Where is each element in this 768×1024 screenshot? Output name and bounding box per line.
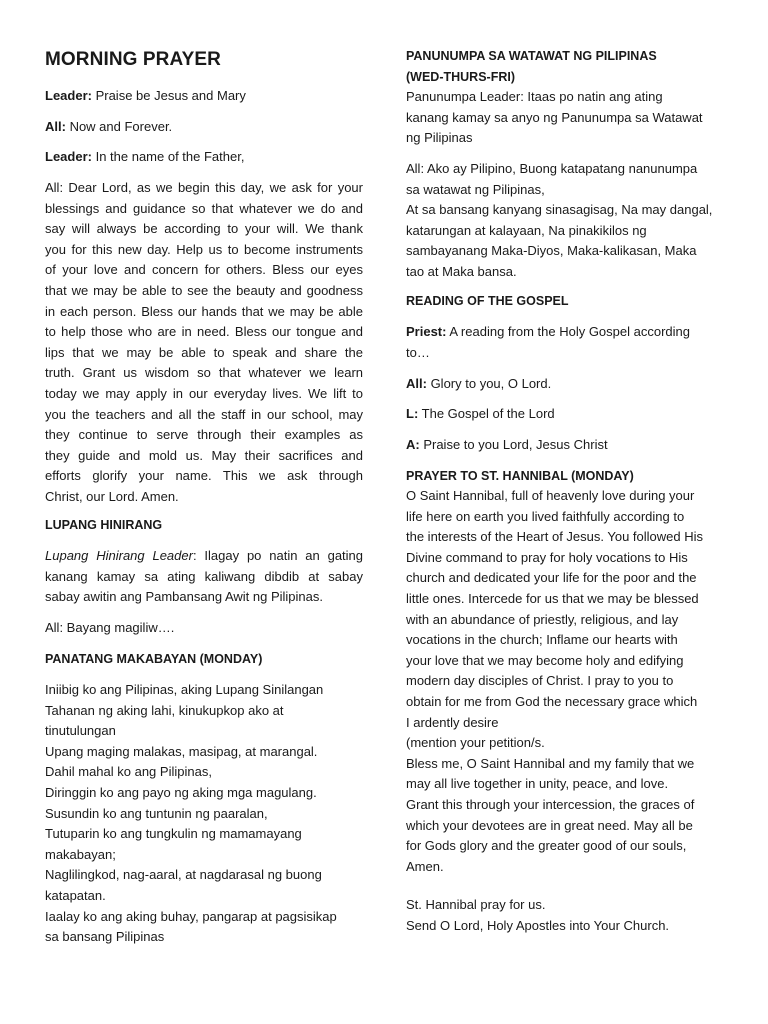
prayer-line: you the teachers and all the staff in our school, may — [45, 406, 363, 422]
lupang-line: Lupang Hinirang Leader: Ilagay po natin an gating — [45, 548, 364, 563]
praise-line — [406, 435, 724, 456]
priest-label: Priest: — [406, 324, 447, 339]
glory-text: Glory to you, O Lord. — [426, 376, 552, 391]
panata-line: Naglilingkod, nag-aaral, at nagdarasal ng buong — [45, 867, 322, 883]
gospel-heading: READING OF THE GOSPEL — [406, 294, 569, 308]
hannibal-line: little ones. Intercede for us that we may be blessed — [406, 590, 699, 606]
closing-line-2: Send O Lord, Holy Apostles into Your Church. — [406, 917, 670, 933]
gospel-of-lord-line — [406, 404, 724, 425]
hannibal-line: (mention your petition/s. — [406, 735, 545, 751]
panunumpa-leader-paragraph — [406, 87, 724, 149]
hannibal-line: vocations in the church; Inflame our hearts with — [406, 632, 678, 648]
prayer-line: you for this new day. Help us to become instruments — [45, 241, 363, 257]
hannibal-line: which your devotees are in great need. May all be — [406, 817, 693, 833]
hannibal-line: O Saint Hannibal, full of heavenly love during your — [406, 488, 695, 503]
l-label: L: — [406, 406, 419, 421]
prayer-line: they continue to serve through their examples as — [45, 427, 363, 443]
leader-text: Praise be Jesus and Mary — [91, 88, 246, 103]
hannibal-line: with an abundance of priestly, religious, and lay — [406, 611, 679, 627]
prayer-line: lips that we may be able to speak and share the — [45, 344, 363, 360]
prayer-line: truth. Grant us wisdom so that whatever we learn — [45, 365, 363, 381]
bayang-magiliw-line: All: Bayang magiliw…. — [45, 620, 175, 635]
all-prayer-paragraph — [45, 178, 363, 508]
prayer-line: in each person. Bless our hands that we may be able — [45, 303, 363, 319]
panunumpa-leader-line: kanang kamay sa anyo ng Panunumpa sa Watawat — [406, 109, 703, 125]
page-title: MORNING PRAYER — [45, 49, 221, 70]
panata-line: katapatan. — [45, 887, 106, 903]
prayer-line: efforts glorify your name. This we ask through — [45, 468, 363, 484]
hannibal-line: for Gods glory and the greater good of our souls, — [406, 838, 687, 854]
panata-line: tinutulungan — [45, 723, 116, 739]
all-label: All: — [45, 119, 66, 134]
panata-line: Tutuparin ko ang tungkulin ng mamamayang — [45, 826, 302, 842]
all-line-1 — [45, 117, 363, 138]
panunumpa-all-line: tao at Maka bansa. — [406, 263, 517, 279]
panunumpa-heading — [406, 46, 724, 87]
glory-line — [406, 374, 724, 395]
panunumpa-all-line: sa watawat ng Pilipinas, — [406, 181, 545, 197]
priest-text: A reading from the Holy Gospel according — [446, 324, 690, 339]
priest-paragraph — [406, 322, 724, 363]
priest-text-cont: to… — [406, 344, 430, 360]
hannibal-line: the interests of the Heart of Jesus. You followed His — [406, 529, 704, 545]
prayer-line: blessings and guidance so that whatever we do and — [45, 200, 363, 216]
panata-line: Dahil mahal ko ang Pilipinas, — [45, 764, 212, 780]
prayer-line: of your love and concern for others. Bless our eyes — [45, 262, 363, 278]
hannibal-line: Amen. — [406, 858, 444, 874]
closing-lines — [406, 895, 724, 936]
panunumpa-heading-line: PANUNUMPA SA WATAWAT NG PILIPINAS — [406, 49, 657, 63]
hannibal-line: I ardently desire — [406, 714, 499, 730]
hannibal-line: Divine command to pray for holy vocations to His — [406, 549, 688, 565]
hannibal-prayer — [406, 486, 724, 877]
panata-line: Upang maging malakas, masipag, at marangal. — [45, 743, 318, 759]
panunumpa-leader-line: Panunumpa Leader: Itaas po natin ang ating — [406, 89, 663, 104]
panatang-makabayan-heading: PANATANG MAKABAYAN (MONDAY) — [45, 652, 263, 666]
prayer-line: to help those who are in need. Bless our tongue and — [45, 324, 363, 340]
prayer-line: that we may be able to see the beauty and goodness — [45, 282, 363, 298]
leader-line-2 — [45, 147, 363, 168]
panunumpa-heading-days: (WED-THURS-FRI) — [406, 69, 516, 84]
hannibal-line: life here on earth you lived faithfully according to — [406, 508, 685, 524]
panunumpa-leader-line: ng Pilipinas — [406, 130, 473, 146]
panata-line: Iniibig ko ang Pilipinas, aking Lupang Sinilangan — [45, 682, 324, 697]
panata-line: Tahanan ng aking lahi, kinukupkop ako at — [45, 702, 284, 718]
prayer-line: today we may apply in our everyday lives. We lift to — [45, 385, 363, 401]
prayer-line: say will always be according to your will. We thank — [45, 221, 363, 237]
panata-line: Iaalay ko ang aking buhay, pangarap at pagsisikap — [45, 908, 337, 924]
prayer-line: they guide and mold us. May their sacrifices and — [45, 447, 363, 463]
panunumpa-all-line: katarungan at kalayaan, Na pinakikilos ng — [406, 222, 647, 238]
leader-label: Leader: — [45, 88, 92, 103]
hannibal-heading: PRAYER TO ST. HANNIBAL (MONDAY) — [406, 469, 634, 483]
panunumpa-all-line: sambayanang Maka-Diyos, Maka-kalikasan, Maka — [406, 243, 697, 259]
hannibal-line: Bless me, O Saint Hannibal and my family that we — [406, 755, 695, 771]
a-label: A: — [406, 437, 420, 452]
panata-line: makabayan; — [45, 846, 116, 862]
prayer-line: Christ, our Lord. Amen. — [45, 488, 179, 504]
hannibal-line: modern day disciples of Christ. I pray to you to — [406, 673, 674, 689]
hannibal-line: obtain for me from God the necessary grace which — [406, 693, 698, 709]
lupang-leader-label: Lupang Hinirang Leader — [45, 548, 193, 563]
hannibal-line: Grant this through your intercession, the graces of — [406, 796, 695, 812]
panata-line: sa bansang Pilipinas — [45, 929, 165, 945]
leader-label: Leader: — [45, 149, 92, 164]
gospel-of-lord-text: The Gospel of the Lord — [418, 406, 555, 421]
prayer-line: All: Dear Lord, as we begin this day, we ask for your — [45, 180, 363, 195]
praise-text: Praise to you Lord, Jesus Christ — [419, 437, 608, 452]
all-text: Now and Forever. — [65, 119, 173, 134]
panunumpa-all-paragraph — [406, 159, 724, 283]
panunumpa-all-line: At sa bansang kanyang sinasagisag, Na may dangal, — [406, 202, 713, 218]
hannibal-line: your love that we may become holy and edifying — [406, 652, 684, 668]
panatang-makabayan-text — [45, 680, 363, 948]
leader-text: In the name of the Father, — [91, 149, 245, 164]
lupang-hinirang-heading: LUPANG HINIRANG — [45, 518, 163, 532]
lupang-line: sabay awitin ang Pambansang Awit ng Pilipinas. — [45, 589, 323, 605]
closing-line-1: St. Hannibal pray for us. — [406, 897, 546, 912]
all-label: All: — [406, 376, 427, 391]
panunumpa-all-line: All: Ako ay Pilipino, Buong katapatang nanunumpa — [406, 161, 698, 176]
hannibal-line: may all live together in unity, peace, and love. — [406, 776, 669, 792]
leader-line-1 — [45, 86, 363, 107]
panata-line: Diringgin ko ang payo ng aking mga magulang. — [45, 784, 317, 800]
hannibal-line: church and dedicated your life for the poor and the — [406, 570, 697, 586]
panata-line: Susundin ko ang tuntunin ng paaralan, — [45, 805, 268, 821]
lupang-leader-paragraph — [45, 546, 363, 608]
lupang-line: kanang kamay sa ating kaliwang dibdib at sabay — [45, 568, 363, 584]
